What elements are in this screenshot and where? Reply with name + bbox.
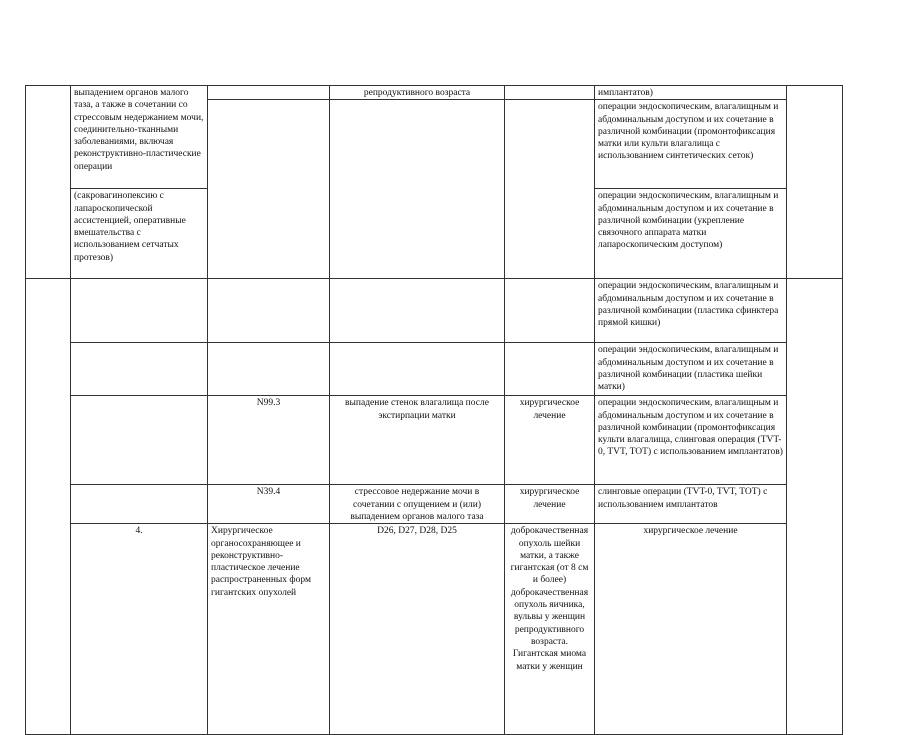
- treatment-type-cell: хирургическое лечение: [595, 524, 787, 735]
- code-cell: [208, 86, 330, 100]
- table-row: [26, 524, 843, 735]
- code-cell: [208, 343, 330, 396]
- treatment-type-cell: хирургическое лечение: [505, 485, 595, 524]
- patient-model-cell: доброкачественная опухоль шейки матки, а также гигантская (от 8 см и более) доброкачественная опухоль яичника, вульвы у женщин репродуктивного возраста. Гигантская миома матки у женщин: [505, 524, 595, 735]
- code-cell: N39.4: [208, 485, 330, 524]
- patient-model-cell: [330, 343, 505, 396]
- treatment-type-cell: [505, 100, 595, 279]
- service-name-cell: [71, 485, 208, 524]
- method-cell: слинговые операции (TVT-0, TVT, TOT) с использованием имплантатов: [595, 485, 787, 524]
- number-cell: 4.: [71, 524, 208, 735]
- service-name-cell: выпадением органов малого таза, а также в сочетании со стрессовым недержанием мочи, соединительно-тканными заболеваниями, включая реконструктивно-пластические операции: [71, 86, 208, 189]
- table-row: [26, 485, 843, 524]
- service-name-cell: (сакровагинопексию с лапароскопической ассистенцией, оперативные вмешательства с использованием сетчатых протезов): [71, 189, 208, 279]
- table-row: [26, 343, 843, 396]
- service-name-cell: [71, 343, 208, 396]
- number-cell: [26, 86, 71, 279]
- treatment-type-cell: хирургическое лечение: [505, 396, 595, 485]
- patient-model-cell: [330, 279, 505, 343]
- treatment-type-cell: [505, 279, 595, 343]
- service-name-cell: [71, 396, 208, 485]
- patient-model-cell: [330, 100, 505, 279]
- treatment-type-cell: [505, 343, 595, 396]
- treatment-type-cell: [505, 86, 595, 100]
- method-cell: имплантатов): [595, 86, 787, 100]
- service-name-cell: [71, 279, 208, 343]
- table-row: [26, 86, 843, 100]
- table-row: [26, 396, 843, 485]
- patient-model-cell: стрессовое недержание мочи в сочетании с опущением и (или) выпадением органов малого таза: [330, 485, 505, 524]
- norm-cell: [787, 86, 843, 279]
- method-cell: операции эндоскопическим, влагалищным и абдоминальным доступом и их сочетание в различной комбинации (пластика сфинктера прямой кишки): [595, 279, 787, 343]
- patient-model-cell: выпадение стенок влагалища после экстирпации матки: [330, 396, 505, 485]
- norm-cell: [787, 279, 843, 735]
- method-cell: операции эндоскопическим, влагалищным и абдоминальным доступом и их сочетание в различной комбинации (укрепление связочного аппарата матки лапароскопическим доступом): [595, 189, 787, 279]
- table-row: [26, 279, 843, 343]
- method-cell: операции эндоскопическим, влагалищным и абдоминальным доступом и их сочетание в различной комбинации (промонтофиксация матки или культи влагалища с использованием синтетических сеток): [595, 100, 787, 189]
- service-name-cell: Хирургическое органосохраняющее и реконструктивно-пластическое лечение распространенных форм гигантских опухолей: [208, 524, 330, 735]
- code-cell: D26, D27, D28, D25: [330, 524, 505, 735]
- medical-services-table: [25, 85, 843, 735]
- patient-model-cell: репродуктивного возраста: [330, 86, 505, 100]
- code-cell: [208, 100, 330, 279]
- code-cell: [208, 279, 330, 343]
- method-cell: операции эндоскопическим, влагалищным и абдоминальным доступом и их сочетание в различной комбинации (промонтофиксация культи влагалища, слинговая операция (TVT-0, TVT, TOT) с использованием имплантатов): [595, 396, 787, 485]
- method-cell: операции эндоскопическим, влагалищным и абдоминальным доступом и их сочетание в различной комбинации (пластика шейки матки): [595, 343, 787, 396]
- code-cell: N99.3: [208, 396, 330, 485]
- number-cell: [26, 279, 71, 735]
